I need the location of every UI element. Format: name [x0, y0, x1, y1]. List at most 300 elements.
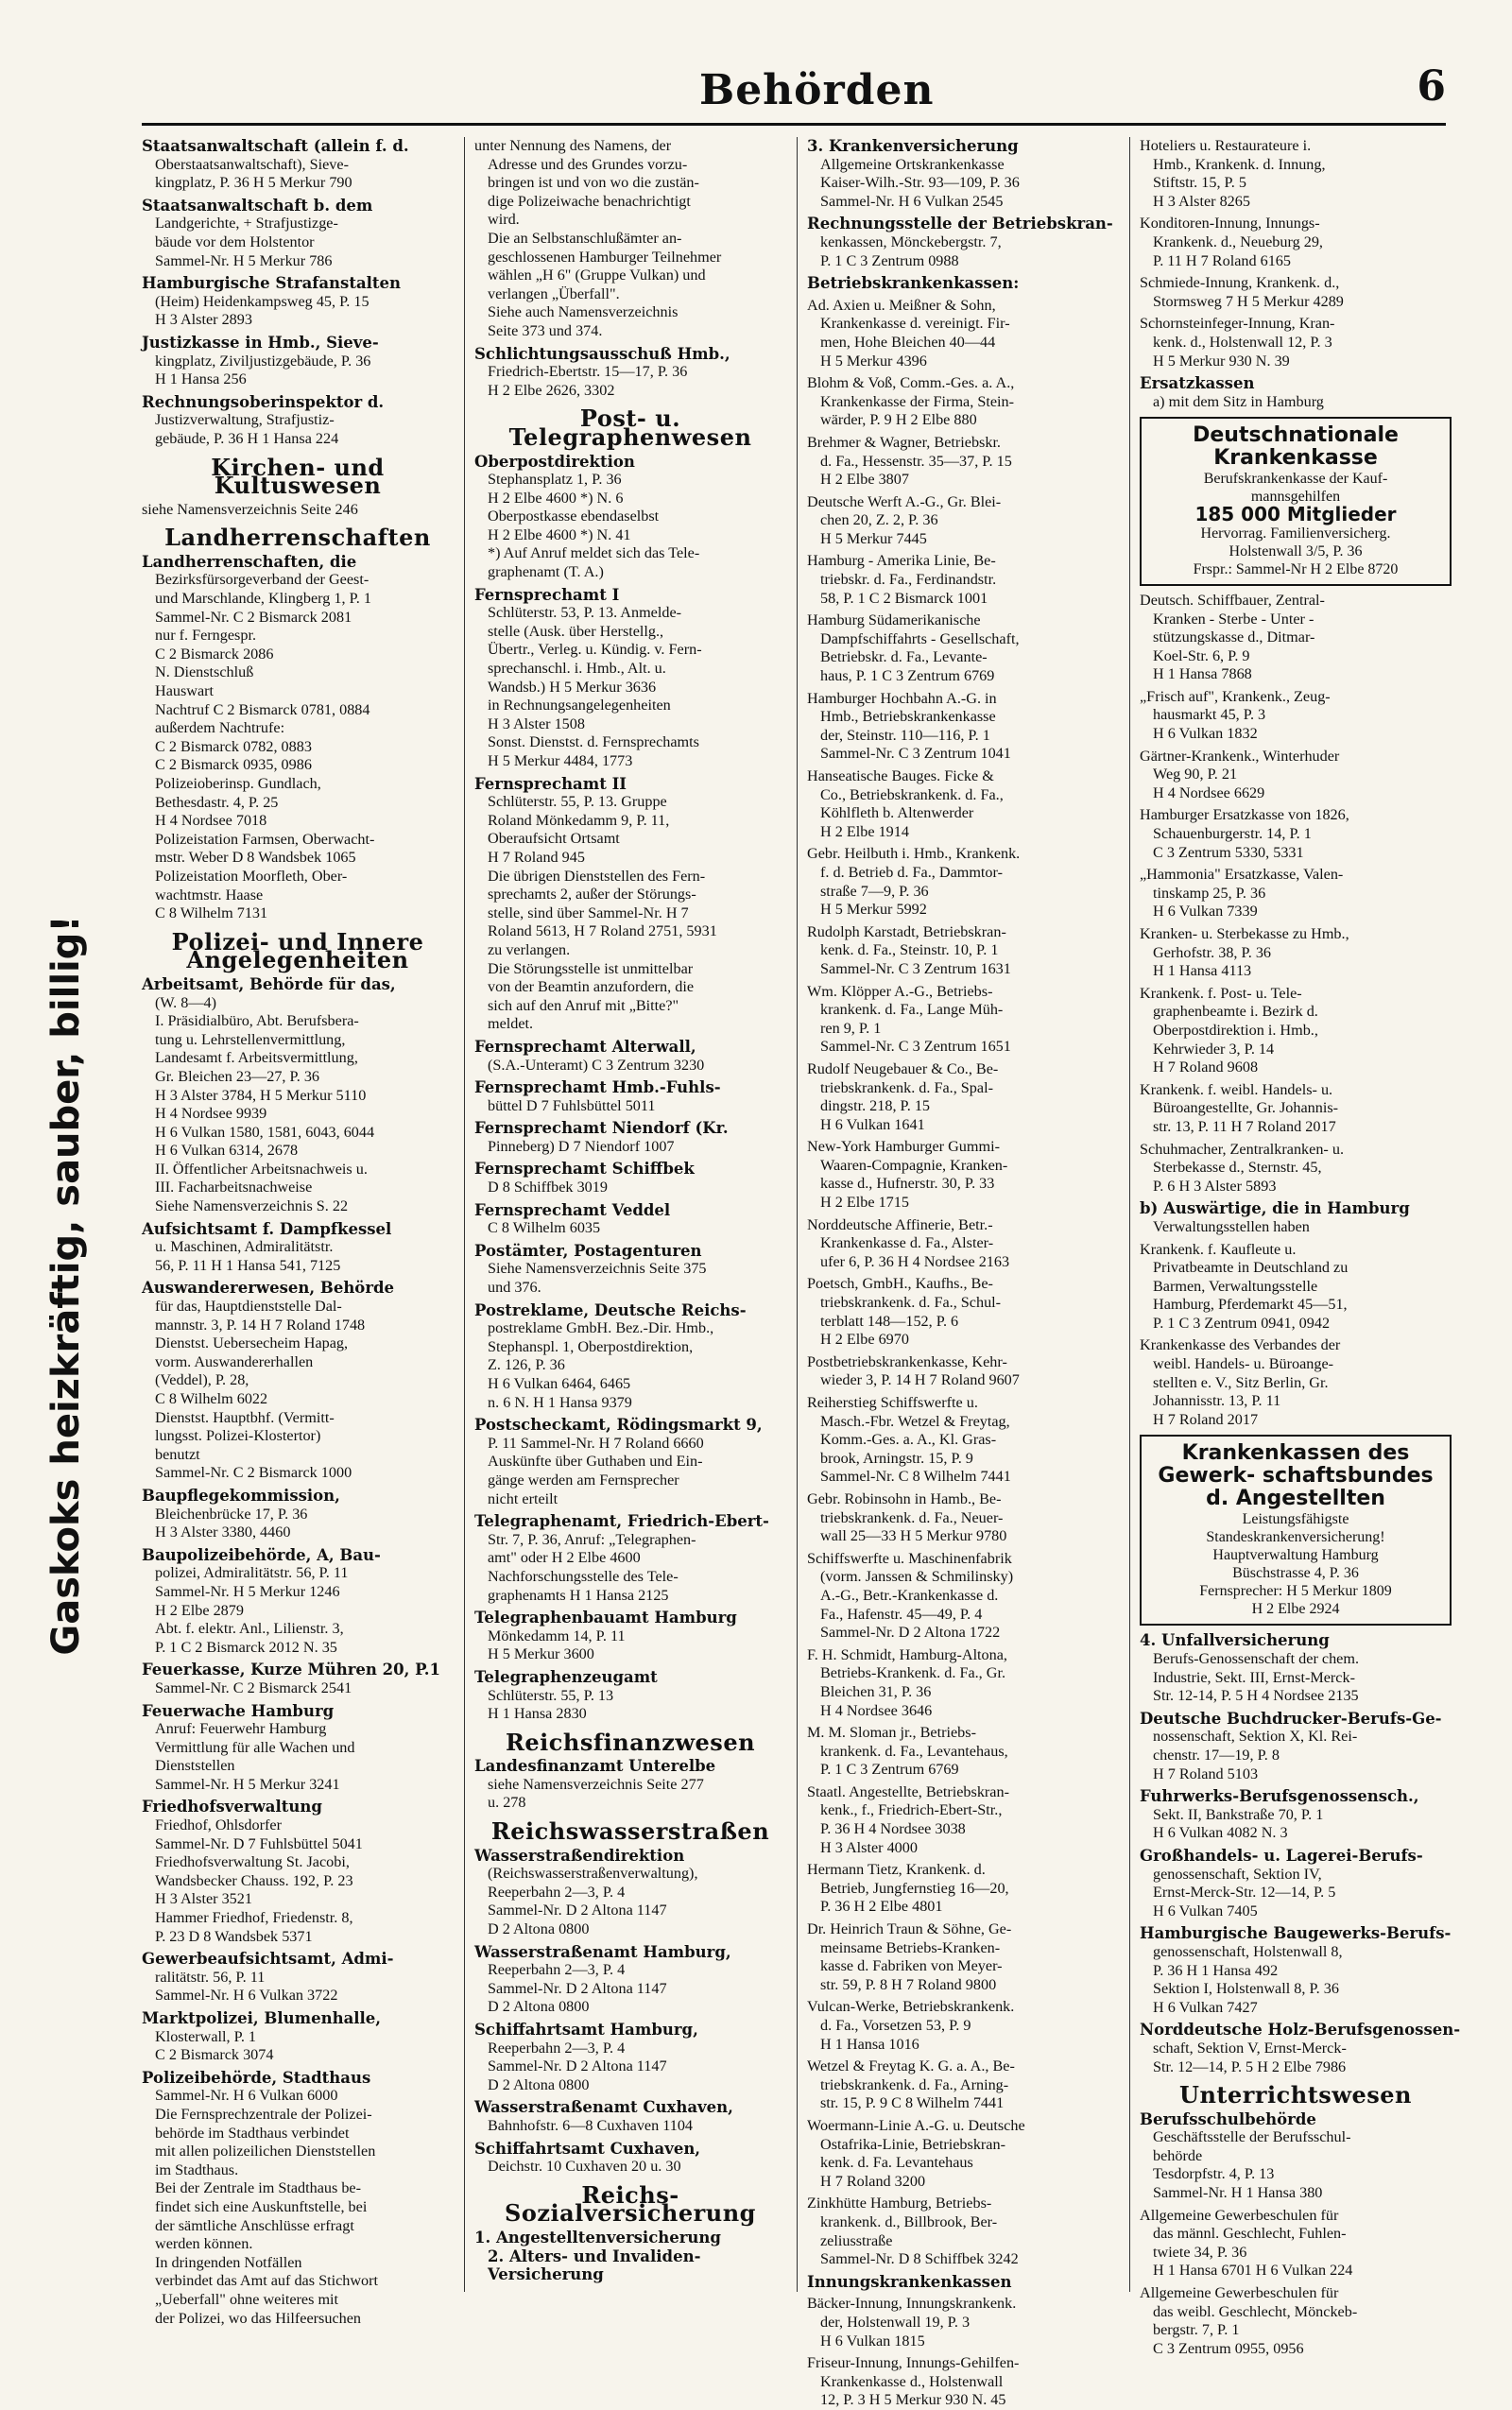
entry-line: Sonst. Dienstst. d. Fernsprechamts: [488, 733, 699, 751]
entry-line: Wm. Klöpper A.-G., Betriebs-: [807, 982, 993, 1000]
entry-line: polizei, Admiralitätstr. 56, P. 11: [155, 1564, 349, 1582]
entry-line: III. Facharbeitsnachweise: [155, 1179, 313, 1196]
entry-line: Reeperbahn 2—3, P. 4: [488, 1961, 626, 1979]
entry-line: H 7 Roland 2017: [1153, 1410, 1259, 1428]
entry-line: siehe Namensverzeichnis Seite 246: [142, 500, 358, 518]
advert-line2: Standeskrankenversicherung!: [1206, 1529, 1385, 1546]
directory-columns: [142, 137, 1461, 2409]
entry-line: P. 1 C 2 Bismarck 2012 N. 35: [155, 1638, 337, 1656]
entry-line: P. 1 C 3 Zentrum 6769: [820, 1761, 959, 1779]
entry-line: im Stadthaus.: [155, 2160, 239, 2178]
entry-line: P. 11 Sammel-Nr. H 7 Roland 6660: [488, 1434, 704, 1452]
directory-entry: [1140, 1241, 1452, 1334]
directory-entry: [807, 1646, 1119, 1720]
directory-entry: [807, 1998, 1119, 2054]
entry-line: 1. Angestelltenversicherung: [474, 2228, 721, 2246]
entry-line: Gebr. Heilbuth i. Hmb., Krankenk.: [807, 845, 1021, 863]
directory-entry: [1140, 2110, 1452, 2203]
entry-line: Bleichenbrücke 17, P. 36: [155, 1505, 308, 1523]
entry-line: Verwaltungsstellen haben: [1153, 1217, 1310, 1235]
advert-line6: H 2 Elbe 2924: [1251, 1601, 1340, 1618]
advert-line4: Büschstrasse 4, P. 36: [1232, 1565, 1359, 1582]
directory-entry: [142, 197, 454, 270]
advert-title: Deutschnationale Krankenkasse: [1193, 423, 1399, 471]
entry-line: Fernsprechamt Schiffbek: [474, 1160, 695, 1179]
entry-line: Telegraphenamt, Friedrich-Ebert-: [474, 1512, 769, 1531]
entry-line: H 1 Hansa 1016: [820, 2035, 919, 2053]
entry-line: Wasserstraßenamt Hamburg,: [474, 1942, 731, 1961]
directory-entry: [142, 501, 454, 520]
entry-line: Friedrich-Ebertstr. 15—17, P. 36: [488, 363, 688, 381]
entry-line: Krankenk. f. Kaufleute u.: [1140, 1240, 1297, 1258]
entry-line: Norddeutsche Holz-Berufsgenossen-: [1140, 2021, 1461, 2040]
directory-entry: [474, 775, 786, 1034]
entry-line: II. Öffentlicher Arbeitsnachweis u.: [155, 1160, 368, 1178]
entry-line: Berufs-Genossenschaft der chem.: [1153, 1650, 1360, 1668]
entry-line: H 2 Elbe 4600 *) N. 41: [488, 525, 631, 543]
directory-entry: [474, 2098, 786, 2135]
entry-line: Gewerbeaufsichtsamt, Admi-: [142, 1950, 394, 1969]
entry-line: Sammel-Nr. H 6 Vulkan 6000: [155, 2087, 338, 2105]
entry-line: Dienststellen: [155, 1757, 235, 1775]
entry-line: Deutsch. Schiffbauer, Zentral-: [1140, 591, 1325, 609]
entry-line: H 6 Vulkan 6314, 2678: [155, 1142, 299, 1160]
entry-line: C 8 Wilhelm 6022: [155, 1390, 268, 1407]
directory-entry: [142, 553, 454, 923]
directory-entry: [807, 2117, 1119, 2191]
entry-line: Rudolph Karstadt, Betriebskran-: [807, 922, 1006, 940]
entry-line: Sammel-Nr. H 5 Merkur 3241: [155, 1775, 340, 1793]
entry-line: Sammel-Nr. C 2 Bismarck 2541: [155, 1678, 352, 1696]
directory-entry: [474, 1847, 786, 1939]
entry-line: H 6 Vulkan 1641: [820, 1115, 925, 1133]
column-divider: [1129, 137, 1130, 2292]
directory-entry: [1140, 925, 1452, 981]
entry-line: verbindet das Amt auf das Stichwort: [155, 2272, 379, 2290]
directory-entry: [1140, 1787, 1452, 1843]
entry-line: Weg 90, P. 21: [1153, 766, 1238, 783]
entry-line: Geschäftsstelle der Berufsschul-: [1153, 2128, 1351, 2146]
entry-line: gebäude, P. 36 H 1 Hansa 224: [155, 429, 339, 447]
entry-line: das männl. Geschlecht, Fuhlen-: [1153, 2225, 1347, 2243]
directory-entry: [1140, 1924, 1452, 2017]
directory-entry: [807, 1920, 1119, 1994]
entry-line: Stephansplatz 1, P. 36: [488, 471, 622, 489]
entry-line: P. 11 H 7 Roland 6165: [1153, 251, 1291, 269]
entry-line: Str. 12-14, P. 5 H 4 Nordsee 2135: [1153, 1687, 1359, 1705]
entry-line: Rechnungsoberinspektor d.: [142, 392, 385, 411]
advert-box-deutschnationale: [1140, 417, 1452, 586]
directory-entry: [142, 393, 454, 449]
entry-line: Ersatzkassen: [1140, 374, 1255, 393]
entry-line: Ernst-Merck-Str. 12—14, P. 5: [1153, 1884, 1336, 1902]
directory-entry: [1140, 315, 1452, 370]
entry-line: Sammel-Nr. H 6 Vulkan 3722: [155, 1987, 338, 2005]
entry-line: H 1 Hansa 4113: [1153, 962, 1252, 980]
entry-line: Dampfschiffahrts - Gesellschaft,: [820, 629, 1020, 647]
entry-line: Deutsche Werft A.-G., Gr. Blei-: [807, 492, 1002, 510]
entry-line: Str. 7, P. 36, Anruf: „Telegraphen-: [488, 1530, 696, 1548]
entry-line: Postbetriebskrankenkasse, Kehr-: [807, 1352, 1007, 1370]
entry-line: genossenschaft, Holstenwall 8,: [1153, 1942, 1343, 1960]
column-3: [807, 137, 1119, 2409]
entry-line: Fernsprechamt Hmb.-Fuhls-: [474, 1078, 721, 1097]
directory-entry: [474, 1609, 786, 1664]
directory-entry: [474, 1943, 786, 2017]
entry-line: Polizeioberinsp. Gundlach,: [155, 775, 321, 792]
entry-line: H 4 Nordsee 7018: [155, 812, 267, 830]
entry-line: H 2 Elbe 6970: [820, 1331, 909, 1349]
directory-entry: [142, 1487, 454, 1542]
entry-line: P. 23 D 8 Wandsbek 5371: [155, 1927, 313, 1945]
entry-line: lungsst. Polizei-Klostertor): [155, 1427, 321, 1445]
entry-line: H 7 Roland 5103: [1153, 1764, 1259, 1782]
entry-line: Co., Betriebskrankenk. d. Fa.,: [820, 785, 1004, 803]
entry-line: str. 13, P. 11 H 7 Roland 2017: [1153, 1117, 1336, 1135]
entry-line: krankenk. d. Fa., Levantehaus,: [820, 1742, 1008, 1760]
entry-line: Hamburger Ersatzkasse von 1826,: [1140, 806, 1349, 824]
entry-line: mstr. Weber D 8 Wandsbek 1065: [155, 849, 356, 867]
entry-line: H 7 Roland 3200: [820, 2172, 926, 2190]
entry-line: Postscheckamt, Rödingsmarkt 9,: [474, 1416, 763, 1435]
entry-line: Poetsch, GmbH., Kaufhs., Be-: [807, 1275, 993, 1293]
directory-entry: [807, 1060, 1119, 1134]
entry-line: H 1 Hansa 6701 H 6 Vulkan 224: [1153, 2262, 1353, 2280]
entry-line: Schiffahrtsamt Cuxhaven,: [474, 2139, 701, 2158]
entry-line: H 5 Merkur 4396: [820, 352, 927, 370]
advert-box-gewerkschaftsbund: [1140, 1435, 1452, 1626]
entry-line: H 6 Vulkan 1815: [820, 2332, 925, 2350]
entry-line: H 2 Elbe 1914: [820, 822, 909, 840]
entry-line: bergstr. 7, P. 1: [1153, 2321, 1240, 2339]
entry-line: sprechamts 2, außer der Störungs-: [488, 886, 696, 904]
directory-entry: [142, 1220, 454, 1276]
entry-line: stelle (Ausk. über Herstellg.,: [488, 622, 664, 640]
side-advertisement-text: Gaskoks heizkräftig, sauber, billig!: [44, 915, 88, 1656]
entry-line: Feuerkasse, Kurze Mühren 20, P.1: [142, 1661, 441, 1679]
entry-line: von der Beamtin anzufordern, die: [488, 978, 695, 996]
entry-line: Oberaufsicht Ortsamt: [488, 830, 620, 848]
entry-line: Sammel-Nr. D 2 Altona 1722: [820, 1624, 1001, 1642]
directory-entry: [142, 1661, 454, 1697]
directory-entry: [807, 1783, 1119, 1857]
entry-line: nur f. Ferngespr.: [155, 627, 256, 645]
entry-line: (W. 8—4): [155, 993, 217, 1011]
entry-line: Friedhofsverwaltung St. Jacobi,: [155, 1853, 350, 1871]
entry-line: postreklame GmbH. Bez.-Dir. Hmb.,: [488, 1319, 714, 1337]
entry-line: Fa., Hafenstr. 45—49, P. 4: [820, 1605, 983, 1623]
entry-line: (Veddel), P. 28,: [155, 1371, 249, 1389]
entry-line: Polizeistation Farmsen, Oberwacht-: [155, 830, 375, 848]
entry-line: werden können.: [155, 2235, 253, 2253]
entry-line: Innungskrankenkassen: [807, 2272, 1012, 2291]
advert-line3: Hauptverwaltung Hamburg: [1212, 1547, 1379, 1564]
entry-line: Woermann-Linie A.-G. u. Deutsche: [807, 2116, 1025, 2134]
entry-line: Wetzel & Freytag K. G. a. A., Be-: [807, 2057, 1015, 2075]
entry-line: Zinkhütte Hamburg, Betriebs-: [807, 2195, 992, 2212]
directory-entry: [142, 1798, 454, 1946]
directory-entry: [142, 2009, 454, 2065]
entry-line: Tesdorpfstr. 4, P. 13: [1153, 2165, 1275, 2183]
entry-line: H 3 Alster 3784, H 5 Merkur 5110: [155, 1086, 367, 1104]
entry-line: Masch.-Fbr. Wetzel & Freytag,: [820, 1412, 1010, 1430]
entry-line: *) Auf Anruf meldet sich das Tele-: [488, 544, 700, 562]
entry-line: siehe Namensverzeichnis Seite 277: [488, 1775, 704, 1793]
entry-line: zu verlangen.: [488, 940, 571, 958]
directory-entry: [474, 345, 786, 401]
column-1: [142, 137, 454, 2327]
entry-line: Friedhofsverwaltung: [142, 1798, 322, 1816]
entry-line: H 6 Vulkan 1832: [1153, 725, 1258, 743]
directory-entry: [807, 611, 1119, 685]
entry-line: Blohm & Voß, Comm.-Ges. a. A.,: [807, 374, 1015, 392]
directory-entry: [1140, 1081, 1452, 1137]
entry-line: Krankenk. d., Neueburg 29,: [1153, 232, 1323, 250]
entry-line: Fernsprechamt I: [474, 585, 620, 604]
column-4: [1140, 137, 1461, 2357]
entry-line: C 8 Wilhelm 6035: [488, 1219, 601, 1237]
directory-entry: [807, 1490, 1119, 1546]
directory-entry: [142, 1950, 454, 2005]
directory-entry: [142, 1546, 454, 1658]
entry-line: Sammel-Nr. C 3 Zentrum 1651: [820, 1038, 1011, 1056]
directory-entry: [807, 374, 1119, 430]
entry-line: Die an Selbstanschlußämter an-: [488, 229, 682, 247]
entry-line: Brehmer & Wagner, Betriebskr.: [807, 433, 1001, 451]
entry-line: Stephanspl. 1, Oberpostdirektion,: [488, 1337, 694, 1355]
directory-entry: [807, 845, 1119, 919]
entry-line: „Hammonia" Ersatzkasse, Valen-: [1140, 866, 1344, 884]
directory-entry: [807, 274, 1119, 293]
directory-entry: [807, 690, 1119, 764]
entry-line: Fuhrwerks-Berufsgenossensch.,: [1140, 1787, 1419, 1806]
entry-line: Deutsche Buchdrucker-Berufs-Ge-: [1140, 1709, 1442, 1728]
directory-entry: [474, 137, 786, 341]
directory-entry: [807, 493, 1119, 549]
entry-line: Sammel-Nr. H 5 Merkur 786: [155, 251, 333, 269]
directory-entry: [474, 2021, 786, 2094]
entry-line: Bäcker-Innung, Innungskrankenk.: [807, 2295, 1017, 2313]
entry-line: 3. Krankenversicherung: [807, 137, 1019, 155]
entry-line: Rudolf Neugebauer & Co., Be-: [807, 1059, 999, 1077]
entry-line: Nachforschungsstelle des Tele-: [488, 1567, 679, 1585]
entry-line: graphenbeamte i. Bezirk d.: [1153, 1003, 1318, 1021]
entry-line: Kranken - Sterbe - Unter -: [1153, 610, 1314, 628]
entry-line: Aufsichtsamt f. Dampfkessel: [142, 1219, 392, 1238]
entry-line: kenk., f., Friedrich-Ebert-Str.,: [820, 1801, 1003, 1819]
entry-line: H 2 Elbe 1715: [820, 1194, 909, 1212]
advert-line1: Berufskrankenkasse der Kauf-: [1203, 471, 1388, 488]
entry-line: d. Fa., Vorsetzen 53, P. 9: [820, 2017, 971, 2034]
entry-line: Krankenkasse d. vereinigt. Fir-: [820, 315, 1010, 333]
entry-line: H 6 Vulkan 1580, 1581, 6043, 6044: [155, 1123, 375, 1141]
entry-line: H 6 Vulkan 4082 N. 3: [1153, 1824, 1288, 1842]
directory-entry: [1140, 1199, 1452, 1236]
directory-entry: [1140, 215, 1452, 270]
directory-entry: [1140, 866, 1452, 921]
entry-line: graphenamt (T. A.): [488, 563, 604, 581]
advert-line4: Holstenwall 3/5, P. 36: [1228, 542, 1363, 559]
entry-line: triebskr. d. Fa., Ferdinandstr.: [820, 571, 997, 589]
entry-line: C 3 Zentrum 0955, 0956: [1153, 2339, 1304, 2357]
entry-line: H 6 Vulkan 6464, 6465: [488, 1375, 631, 1392]
entry-line: Gebr. Robinsohn in Hamb., Be-: [807, 1489, 1002, 1507]
entry-line: büttel D 7 Fuhlsbüttel 5011: [488, 1096, 656, 1114]
entry-line: Die übrigen Dienststellen des Fern-: [488, 867, 706, 885]
entry-line: Fernsprechamt II: [474, 774, 627, 793]
directory-entry: [807, 2195, 1119, 2268]
entry-line: wählen „H 6" (Gruppe Vulkan) und: [488, 267, 706, 284]
entry-line: außerdem Nachtrufe:: [155, 719, 285, 737]
entry-line: D 2 Altona 0800: [488, 1920, 590, 1938]
directory-entry: [142, 2069, 454, 2328]
directory-entry: [807, 983, 1119, 1057]
entry-line: meldet.: [488, 1015, 534, 1033]
entry-line: benutzt: [155, 1445, 200, 1463]
column-2: [474, 137, 786, 2311]
entry-line: Sammel-Nr. C 2 Bismarck 2081: [155, 608, 352, 626]
entry-line: Oberpostkasse ebendaselbst: [488, 508, 660, 525]
directory-entry: [474, 453, 786, 582]
entry-line: in Rechnungsangelegenheiten: [488, 697, 671, 714]
entry-line: Sekt. II, Bankstraße 70, P. 1: [1153, 1805, 1324, 1823]
directory-entry: [1140, 2284, 1452, 2358]
entry-line: Betriebs-Krankenk. d. Fa., Gr.: [820, 1664, 1006, 1682]
entry-line: Sterbekasse d., Sternstr. 45,: [1153, 1159, 1322, 1177]
section-heading: Reichs-Sozialversicherung: [505, 2180, 756, 2228]
entry-line: Betrieb, Jungfernstieg 16—20,: [820, 1879, 1009, 1897]
entry-line: H 1 Hansa 7868: [1153, 665, 1252, 683]
entry-line: Abt. f. elektr. Anl., Lilienstr. 3,: [155, 1620, 344, 1638]
entry-line: Schiffswerfte u. Maschinenfabrik: [807, 1549, 1012, 1567]
entry-line: Komm.-Ges. a. A., Kl. Gras-: [820, 1431, 997, 1449]
entry-line: Gärtner-Krankenk., Winterhuder: [1140, 747, 1340, 765]
entry-line: graphenamts H 1 Hansa 2125: [488, 1586, 669, 1604]
entry-line: (vorm. Janssen & Schmilinsky): [820, 1568, 1014, 1586]
entry-line: kenk. d. Fa., Steinstr. 10, P. 1: [820, 941, 999, 959]
entry-line: Sektion I, Holstenwall 8, P. 36: [1153, 1980, 1339, 1998]
entry-line: chenstr. 17—19, P. 8: [1153, 1747, 1280, 1764]
column-divider: [797, 137, 798, 2292]
entry-line: Schauenburgerstr. 14, P. 1: [1153, 825, 1312, 843]
entry-line: Arbeitsamt, Behörde für das,: [142, 974, 396, 993]
entry-line: Vermittlung für alle Wachen und: [155, 1738, 355, 1756]
entry-line: bäude vor dem Holstentor: [155, 232, 315, 250]
entry-line: P. 6 H 3 Alster 5893: [1153, 1177, 1277, 1195]
entry-line: Hamburg Südamerikanische: [807, 611, 981, 629]
entry-line: H 2 Elbe 2879: [155, 1601, 244, 1619]
entry-line: H 6 Vulkan 7405: [1153, 1902, 1258, 1919]
entry-line: H 3 Alster 2893: [155, 311, 252, 329]
entry-line: kenk. d. Fa. Levantehaus: [820, 2154, 973, 2172]
entry-line: tinskamp 25, P. 36: [1153, 884, 1266, 902]
entry-line: Hmb., Betriebskrankenkasse: [820, 708, 996, 726]
entry-line: Marktpolizei, Blumenhalle,: [142, 2009, 382, 2027]
directory-entry: [1140, 2021, 1461, 2076]
directory-entry: [474, 1160, 786, 1196]
entry-line: In dringenden Notfällen: [155, 2253, 302, 2271]
entry-line: H 1 Hansa 256: [155, 370, 247, 388]
entry-line: Hamburgische Baugewerks-Berufs-: [1140, 1924, 1452, 1943]
entry-line: H 3 Alster 4000: [820, 1838, 918, 1856]
directory-entry: [1140, 1847, 1452, 1920]
entry-line: str. 15, P. 9 C 8 Wilhelm 7441: [820, 2094, 1005, 2112]
entry-line: Die Störungsstelle ist unmittelbar: [488, 959, 694, 977]
entry-line: Krankenkasse d., Holstenwall: [820, 2372, 1004, 2390]
entry-line: D 2 Altona 0800: [488, 2075, 590, 2093]
directory-entry: [474, 1078, 786, 1115]
entry-line: Betriebskrankenkassen:: [807, 274, 1020, 293]
advert-line2: mannsgehilfen: [1250, 489, 1341, 506]
entry-line: b) Auswärtige, die in Hamburg: [1140, 1199, 1410, 1218]
entry-line: H 7 Roland 945: [488, 848, 585, 866]
entry-line: Reiherstieg Schiffswerfte u.: [807, 1394, 978, 1411]
entry-line: Postämter, Postagenturen: [474, 1241, 702, 1260]
entry-line: Hamburger Hochbahn A.-G. in: [807, 689, 997, 707]
advert-line3: Hervorrag. Familienversicherg.: [1200, 525, 1391, 542]
entry-line: krankenk. d., Billbrook, Ber-: [820, 2212, 998, 2230]
entry-line: unter Nennung des Namens, der: [474, 137, 672, 154]
entry-line: Sammel-Nr. C 3 Zentrum 1631: [820, 959, 1011, 977]
entry-line: Kranken- u. Sterbekasse zu Hmb.,: [1140, 925, 1349, 942]
entry-line: H 4 Nordsee 9939: [155, 1105, 267, 1123]
entry-line: Hamburg - Amerika Linie, Be-: [807, 552, 996, 570]
entry-line: Gr. Bleichen 23—27, P. 36: [155, 1067, 320, 1085]
entry-line: „Ueberfall" ohne weiteres mit: [155, 2290, 339, 2308]
entry-line: Dienstst. Uebersecheim Hapag,: [155, 1334, 349, 1352]
entry-line: der, Holstenwall 19, P. 3: [820, 2313, 971, 2331]
entry-line: Sammel-Nr. H 1 Hansa 380: [1153, 2184, 1323, 2202]
directory-entry: [474, 1201, 786, 1238]
entry-line: C 2 Bismarck 0782, 0883: [155, 737, 312, 755]
entry-line: Telegraphenzeugamt: [474, 1667, 658, 1686]
directory-entry: [474, 1668, 786, 1724]
entry-line: Schuhmacher, Zentralkranken- u.: [1140, 1140, 1344, 1158]
entry-line: kenkassen, Mönckebergstr. 7,: [820, 232, 1002, 250]
entry-line: Hanseatische Bauges. Ficke &: [807, 767, 994, 784]
entry-line: meinsame Betriebs-Kranken-: [820, 1938, 1001, 1956]
entry-line: Krankenkasse d. Fa., Alster-: [820, 1234, 994, 1252]
entry-line: Mönkedamm 14, P. 11: [488, 1627, 626, 1644]
entry-line: Oberstaatsanwaltschaft), Sieve-: [155, 155, 349, 173]
entry-line: M. M. Sloman jr., Betriebs-: [807, 1724, 976, 1742]
directory-entry: [807, 1353, 1119, 1390]
advert-members: 185 000 Mitglieder: [1194, 503, 1397, 526]
entry-line: Adresse und des Grundes vorzu-: [488, 155, 688, 173]
entry-line: Staatsanwaltschaft (allein f. d.: [142, 137, 409, 155]
entry-line: Polizeibehörde, Stadthaus: [142, 2068, 371, 2087]
entry-line: H 6 Vulkan 7339: [1153, 903, 1258, 921]
entry-line: f. d. Betrieb d. Fa., Dammtor-: [820, 863, 1003, 881]
entry-line: Gerhofstr. 38, P. 36: [1153, 943, 1272, 961]
section-heading: Reichsfinanzwesen: [505, 1728, 756, 1756]
entry-line: Allgemeine Gewerbeschulen für: [1140, 2284, 1339, 2302]
entry-line: C 2 Bismarck 0935, 0986: [155, 756, 312, 774]
entry-line: Sammel-Nr. C 3 Zentrum 1041: [820, 745, 1011, 763]
entry-line: kingplatz, P. 36 H 5 Merkur 790: [155, 174, 352, 192]
entry-line: krankenk. d. Fa., Lange Müh-: [820, 1001, 1004, 1019]
entry-line: Baupflegekommission,: [142, 1486, 340, 1505]
entry-line: Schmiede-Innung, Krankenk. d.,: [1140, 274, 1340, 292]
entry-line: Schiffahrtsamt Hamburg,: [474, 2021, 698, 2039]
entry-line: geschlossenen Hamburger Teilnehmer: [488, 248, 722, 266]
directory-entry: [807, 767, 1119, 841]
entry-line: Feuerwache Hamburg: [142, 1701, 335, 1720]
entry-line: triebskrankenk. d. Fa., Neuer-: [820, 1508, 1004, 1526]
entry-line: terblatt 148—152, P. 6: [820, 1312, 959, 1330]
entry-line: H 5 Merkur 4484, 1773: [488, 752, 633, 769]
directory-entry: [807, 2295, 1119, 2350]
